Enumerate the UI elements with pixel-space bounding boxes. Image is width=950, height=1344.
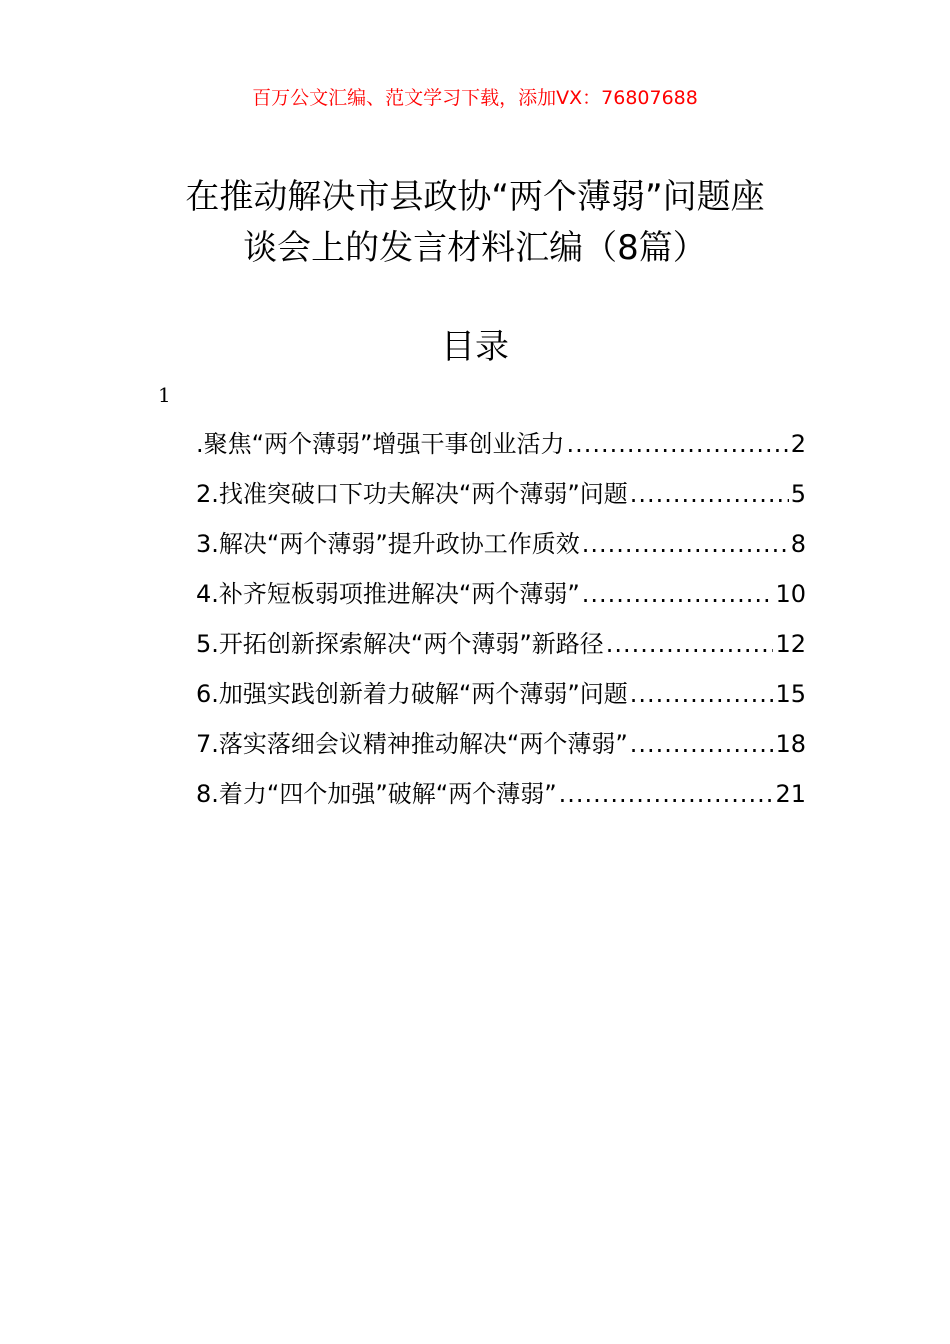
toc-heading: 目录 [441,327,509,367]
toc-entry-title: 4.补齐短板弱项推进解决“两个薄弱” [196,580,580,608]
toc-entry-title: 3.解决“两个薄弱”提升政协工作质效 [196,530,580,558]
toc-entry-1[interactable] [196,420,806,470]
toc-dot-leader [630,720,774,768]
toc-entry-7[interactable] [196,720,806,770]
toc-entry-4[interactable] [196,570,806,620]
toc-dot-leader [559,770,774,818]
toc-entry-page: 5 [790,480,806,508]
toc-entry-title: 5.开拓创新探索解决“两个薄弱”新路径 [196,630,604,658]
toc-entry-6[interactable] [196,670,806,720]
document-title-line-2: 谈会上的发言材料汇编（8篇） [243,228,707,268]
promo-banner: 百万公文汇编、范文学习下载，添加VX：76807688 [252,87,698,109]
toc-entry-title: 7.落实落细会议精神推动解决“两个薄弱” [196,730,628,758]
stray-number: 1 [158,383,171,407]
toc-entry-2[interactable] [196,470,806,520]
document-title [0,172,950,274]
toc-entry-page: 21 [775,780,806,808]
toc-entry-page: 12 [775,630,806,658]
toc-entry-page: 18 [775,730,806,758]
toc-entry-5[interactable] [196,620,806,670]
toc-dot-leader [582,570,774,618]
toc-dot-leader [630,470,789,518]
toc-entry-page: 8 [790,530,806,558]
toc-entry-page: 10 [775,580,806,608]
toc-entry-8[interactable] [196,770,806,820]
toc-entry-title: .聚焦“两个薄弱”增强干事创业活力 [196,430,565,458]
toc-dot-leader [606,620,774,668]
table-of-contents [196,420,806,820]
toc-entry-page: 15 [775,680,806,708]
toc-entry-title: 8.着力“四个加强”破解“两个薄弱” [196,780,557,808]
document-title-line-1: 在推动解决市县政协“两个薄弱”问题座 [185,177,765,217]
toc-entry-page: 2 [790,430,806,458]
toc-entry-title: 6.加强实践创新着力破解“两个薄弱”问题 [196,680,628,708]
toc-dot-leader [630,670,774,718]
toc-entry-title: 2.找准突破口下功夫解决“两个薄弱”问题 [196,480,628,508]
toc-dot-leader [567,420,789,468]
toc-entry-3[interactable] [196,520,806,570]
toc-dot-leader [582,520,789,568]
